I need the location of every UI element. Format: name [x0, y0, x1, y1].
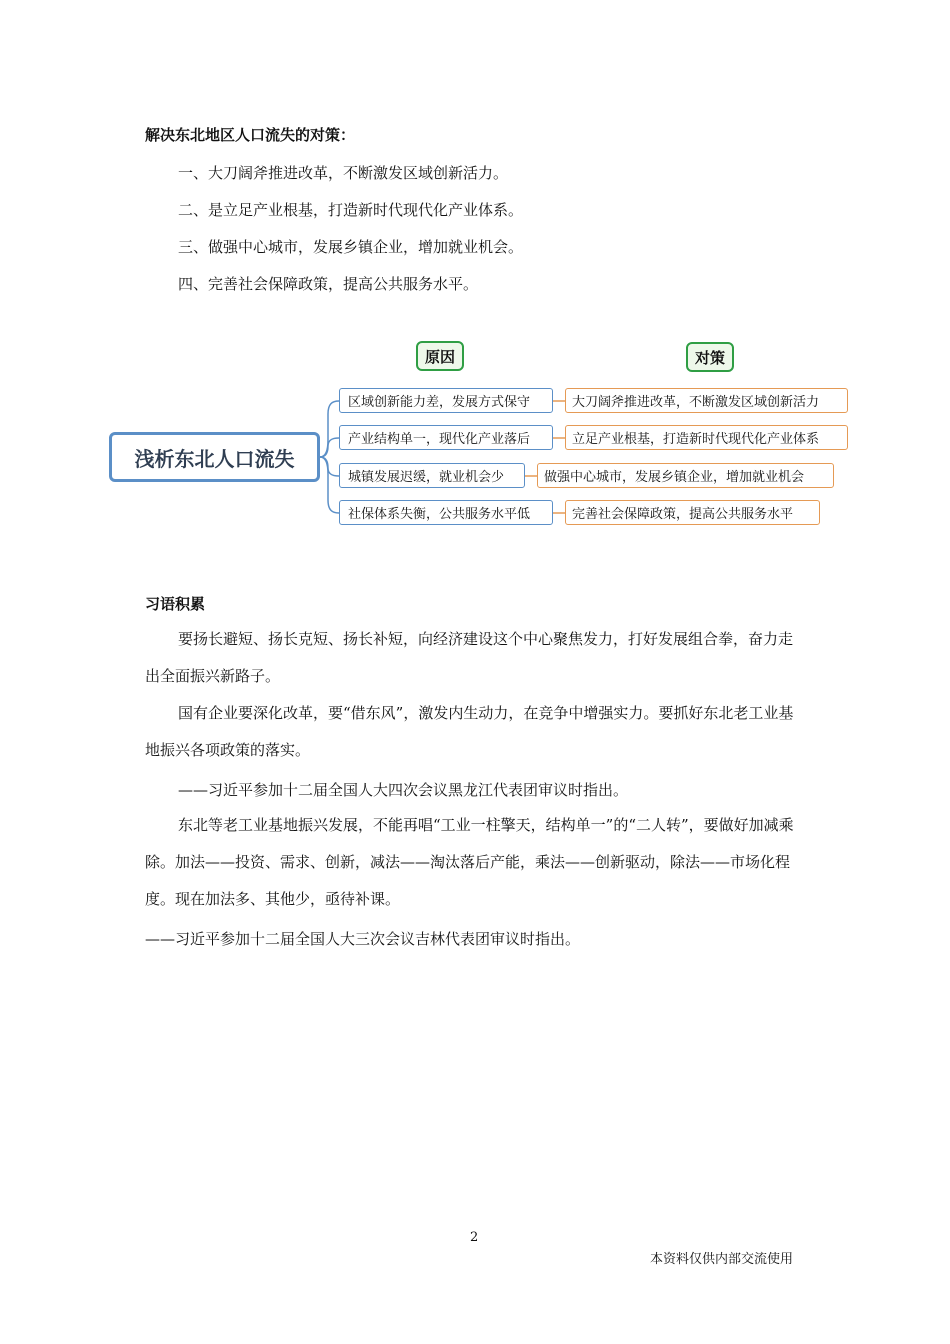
causes-header: 原因: [416, 341, 464, 371]
mind-map-root: 浅析东北人口流失: [109, 432, 320, 482]
quote-paragraph: [145, 621, 807, 695]
cause-node: 城镇发展迟缓，就业机会少: [339, 463, 525, 488]
measure-node: 做强中心城市，发展乡镇企业，增加就业机会: [537, 463, 834, 488]
quotes-heading: 习语积累: [145, 595, 206, 613]
countermeasures-heading: 解决东北地区人口流失的对策：: [145, 126, 356, 144]
page-number: 2: [470, 1230, 479, 1245]
measure-node: 完善社会保障政策，提高公共服务水平: [565, 500, 820, 525]
quote-text: 东北等老工业基地振兴发展，不能再唱“工业一柱擎天，结构单一”的“二人转”，要做好加减乘除。加法——投资、需求、创新，减法——淘汰落后产能，乘法——创新驱动，除法——市场化程度。现在加法多、其他少，亟待补课。: [145, 816, 794, 908]
cause-node: 区域创新能力差，发展方式保守: [339, 388, 553, 413]
quote-paragraph: [145, 695, 807, 769]
cause-node: 产业结构单一，现代化产业落后: [339, 425, 553, 450]
countermeasure-item: 四、完善社会保障政策，提高公共服务水平。: [178, 275, 479, 293]
footer-note: 本资料仅供内部交流使用: [650, 1252, 794, 1267]
measures-header: 对策: [686, 342, 734, 372]
connector-line: [320, 457, 339, 513]
countermeasure-item: 二、是立足产业根基，打造新时代现代化产业体系。: [178, 201, 524, 219]
measure-node: 立足产业根基，打造新时代现代化产业体系: [565, 425, 848, 450]
cause-node: 社保体系失衡，公共服务水平低: [339, 500, 553, 525]
quote-text: 国有企业要深化改革，要“借东风”，激发内生动力，在竞争中增强实力。要抓好东北老工业基地振兴各项政策的落实。: [145, 704, 794, 759]
quote-attribution: ——习近平参加十二届全国人大三次会议吉林代表团审议时指出。: [145, 930, 581, 948]
quote-paragraph: [145, 807, 807, 918]
connector-line: [320, 401, 339, 457]
countermeasure-item: 三、做强中心城市，发展乡镇企业，增加就业机会。: [178, 238, 524, 256]
countermeasure-item: 一、大刀阔斧推进改革，不断激发区域创新活力。: [178, 164, 509, 182]
measure-node: 大刀阔斧推进改革，不断激发区域创新活力: [565, 388, 848, 413]
quote-attribution: ——习近平参加十二届全国人大四次会议黑龙江代表团审议时指出。: [178, 781, 629, 799]
connector-line: [320, 438, 339, 457]
quote-text: 要扬长避短、扬长克短、扬长补短，向经济建设这个中心聚焦发力，打好发展组合拳，奋力走出全面振兴新路子。: [145, 630, 794, 685]
connector-line: [320, 457, 339, 476]
